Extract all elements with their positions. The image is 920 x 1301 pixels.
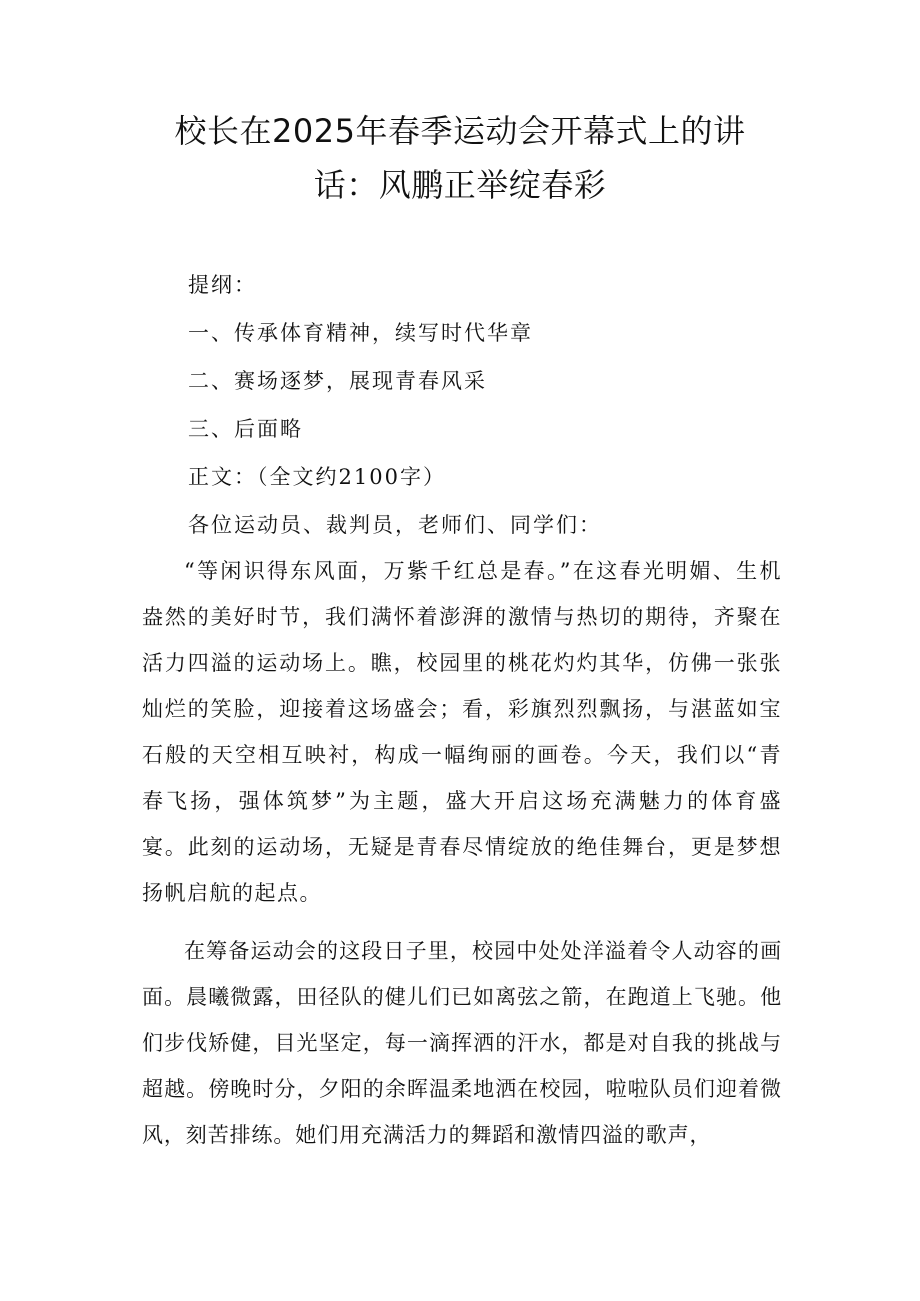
body-text <box>142 548 782 1158</box>
paragraph-2: 在筹备运动会的这段日子里，校园中处处洋溢着令人动容的画面。晨曦微露，田径队的健儿们已如离弦之箭，在跑道上飞驰。他们步伐矫健，目光坚定，每一滴挥洒的汗水，都是对自我的挑战与超越。傍晚时分，夕阳的余晖温柔地洒在校园，啦啦队员们迎着微风，刻苦排练。她们用充满活力的舞蹈和激情四溢的歌声， <box>142 939 782 1147</box>
outline-item-3: 三、后面略 <box>188 417 303 441</box>
document-title <box>140 104 780 212</box>
title-line-2: 话：风鹏正举绽春彩 <box>313 166 607 204</box>
outline-section <box>188 261 602 549</box>
title-line-1: 校长在2025年春季运动会开幕式上的讲 <box>174 112 746 150</box>
outline-item-2: 二、赛场逐梦，展现青春风采 <box>188 369 487 393</box>
outline-label: 提纲： <box>188 273 257 297</box>
body-label: 正文：（全文约2100字） <box>188 465 446 489</box>
outline-item-1: 一、传承体育精神，续写时代华章 <box>188 321 533 345</box>
paragraph-1: “等闲识得东风面，万紫千红总是春。”在这春光明媚、生机盎然的美好时节，我们满怀着澎湃的激情与热切的期待，齐聚在活力四溢的运动场上。瞧，校园里的桃花灼灼其华，仿佛一张张灿烂的笑脸，迎接着这场盛会；看，彩旗烈烈飘扬，与湛蓝如宝石般的天空相互映衬，构成一幅绚丽的画卷。今天，我们以“青春飞扬，强体筑梦”为主题，盛大开启这场充满魅力的体育盛宴。此刻的运动场，无疑是青春尽情绽放的绝佳舞台，更是梦想扬帆启航的起点。 <box>142 559 782 905</box>
salutation: 各位运动员、裁判员，老师们、同学们： <box>188 513 602 537</box>
